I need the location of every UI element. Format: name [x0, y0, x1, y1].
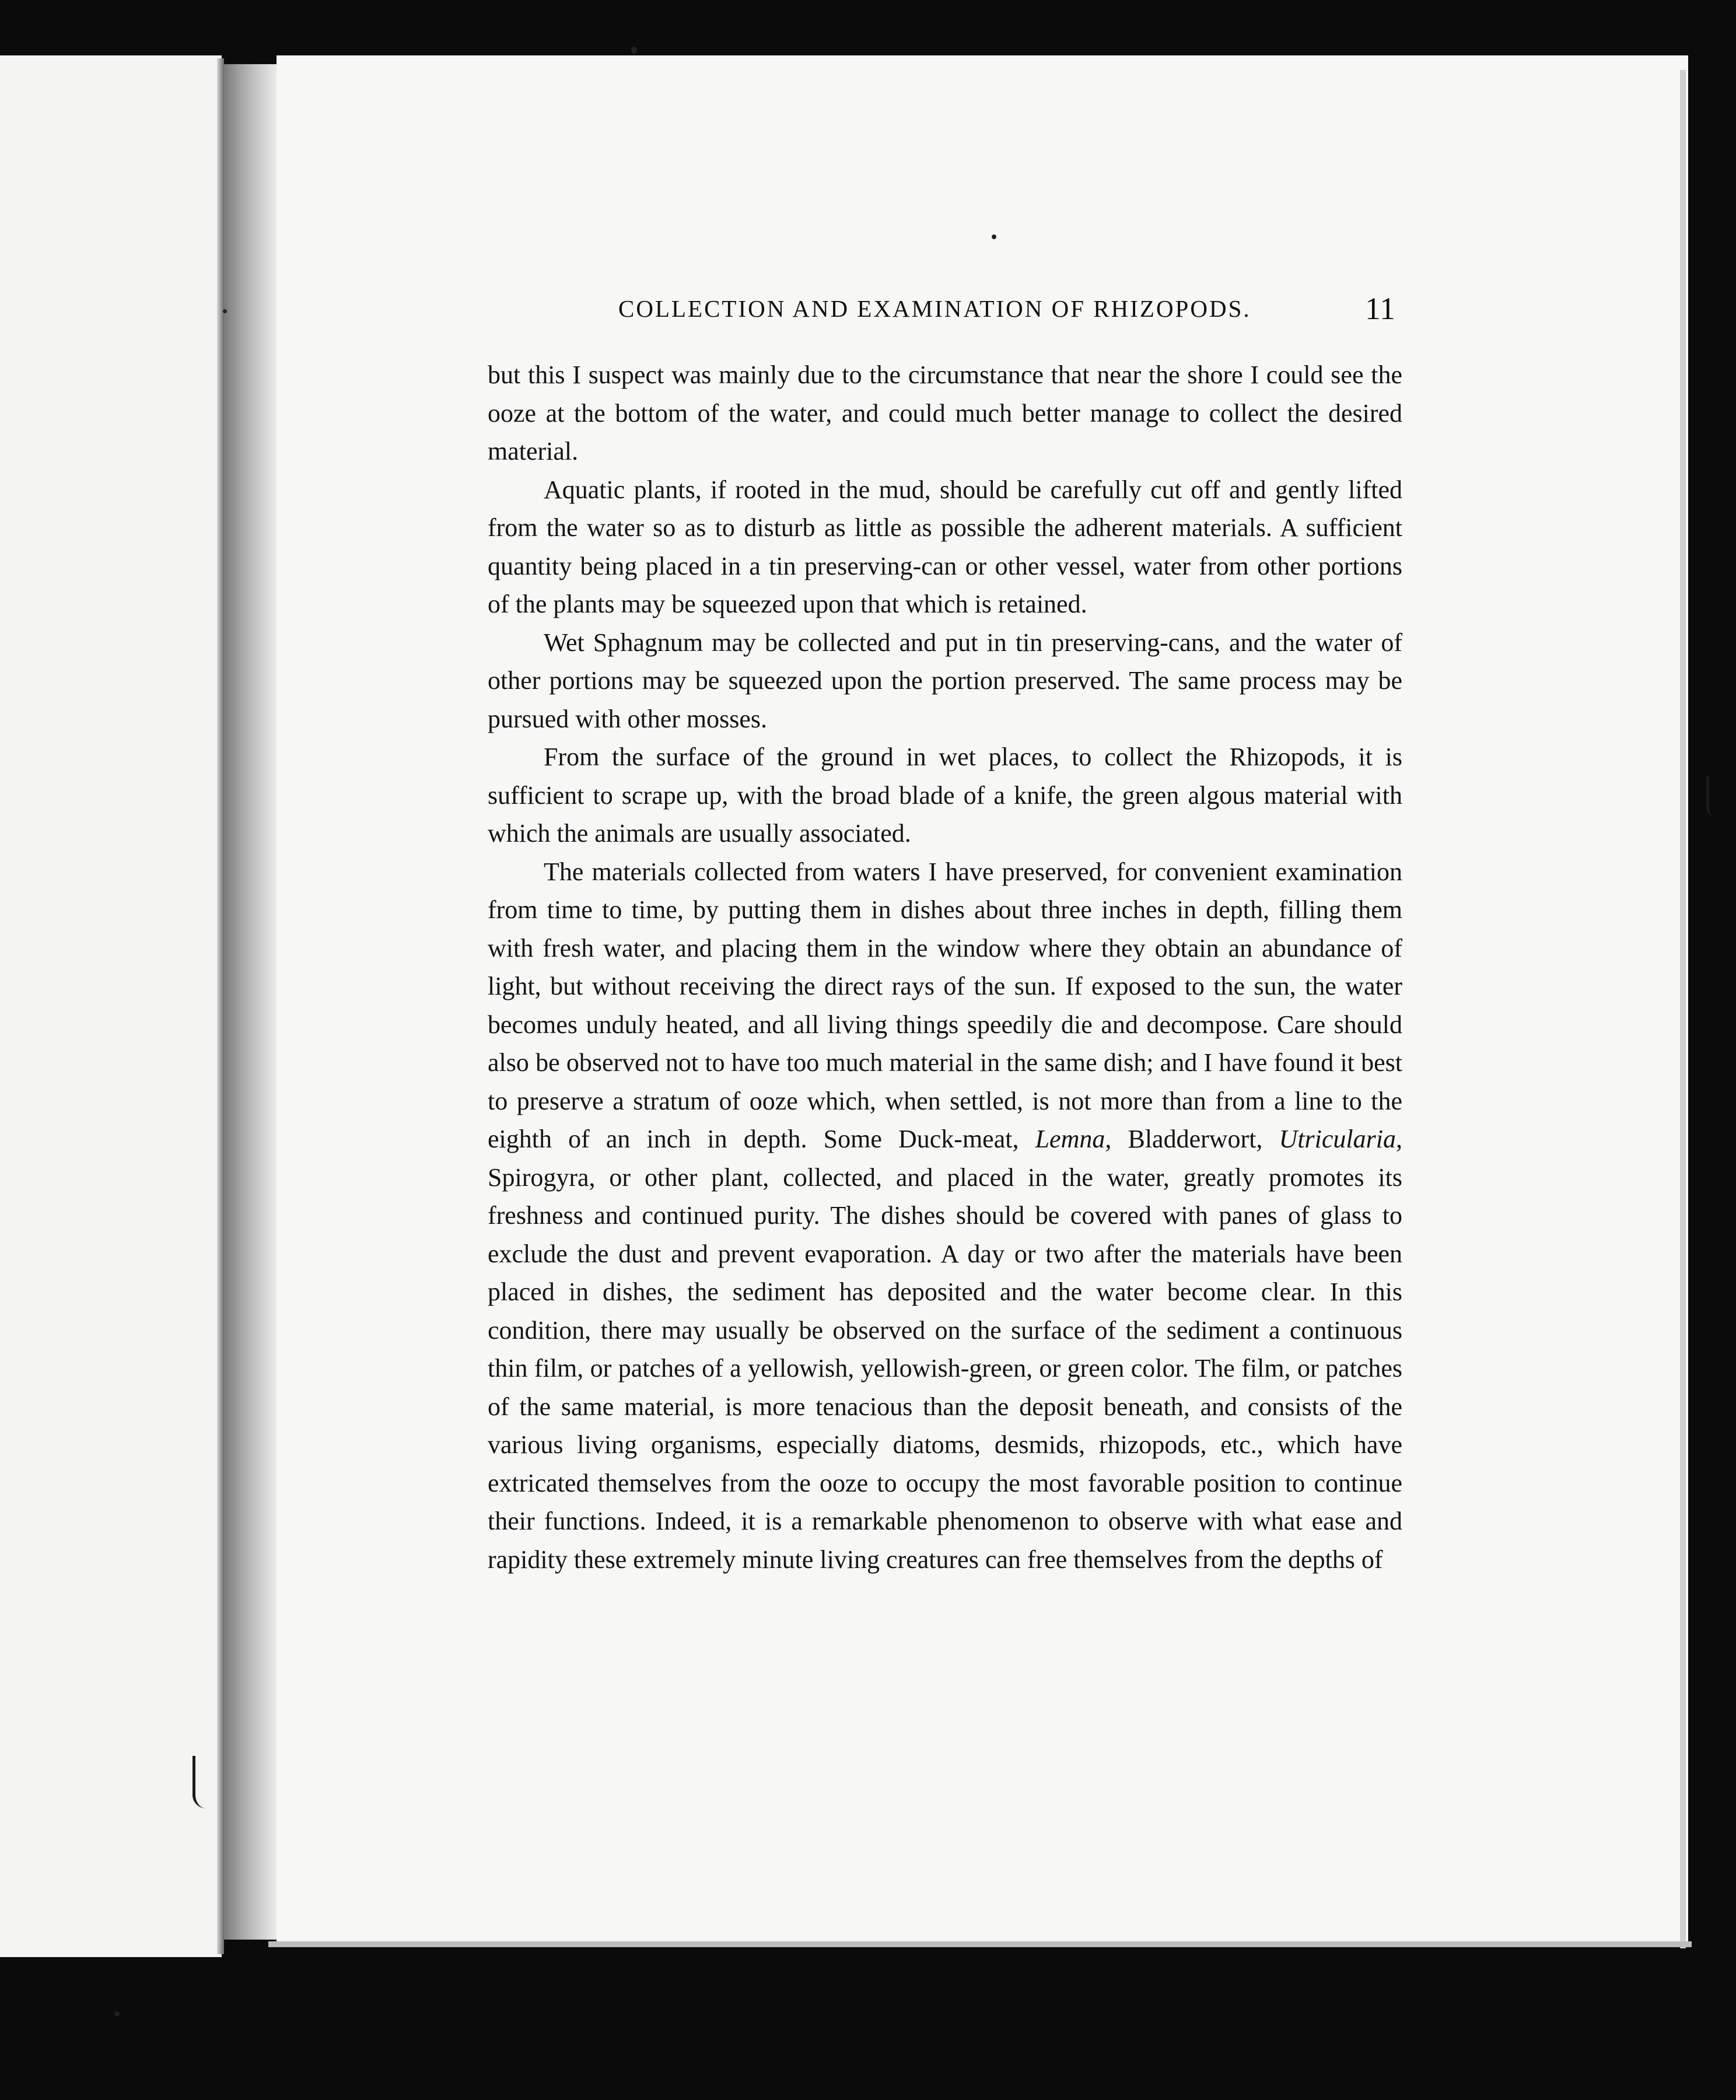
italic-term-lemna: Lemna — [1035, 1125, 1105, 1153]
page-bottom-edge — [268, 1941, 1692, 1947]
running-head: COLLECTION AND EXAMINATION OF RHIZOPODS. — [618, 295, 1251, 322]
page-number: 11 — [1365, 291, 1395, 326]
scan-mark — [192, 1756, 206, 1808]
binding-gutter — [224, 64, 276, 1940]
paragraph: Wet Sphagnum may be collected and put in tin preserving-cans, and the water of other portions may be squeezed upon the portion preserved. The same process may be pursued with other mosses. — [488, 628, 1402, 733]
paragraph: but this I suspect was mainly due to the circumstance that near the shore I could see the ooze at the bottom of the water, and could much better manage to collect the desired material. — [488, 360, 1402, 466]
scan-speck — [992, 235, 996, 239]
facing-page-edge — [0, 55, 222, 1957]
paragraph: From the surface of the ground in wet places, to collect the Rhizopods, it is sufficient to scrape up, with the broad blade of a knife, the green algous material with which the animals are usually associated. — [488, 743, 1402, 848]
paragraph-text: , Bladderwort, — [1105, 1125, 1279, 1153]
paragraph — [488, 853, 1402, 1579]
facing-page-border — [217, 58, 224, 1954]
paragraph-text: , Spirogyra, or other plant, collected, and placed in the water, greatly promotes its freshness and continued purity. The dishes should be covered with panes of glass to exclude the dust and prevent evaporation. A day or two after the materials have been placed in dishes, the sediment has deposited and the water become clear. In this condition, there may usually be observed on the surface of the sediment a continuous thin film, or patches of a yellowish, yellowish-green, or green color. The film, or patches of the same material, is more tenacious than the deposit beneath, and consists of the various living organisms, especially diatoms, desmids, rhizopods, etc., which have extricated themselves from the ooze to occupy the most favorable position to continue their functions. Indeed, it is a remarkable phenomenon to observe with what ease and rapidity these extremely minute living creatures can free themselves from the depths of — [488, 1125, 1402, 1574]
scan-speck — [223, 309, 227, 313]
paragraph-text: The materials collected from waters I have preserved, for convenient examination from time to time, by putting them in dishes about three inches in depth, filling them with fresh water, and placing them in the window where they obtain an abundance of light, but without receiving the direct rays of the sun. If exposed to the sun, the water becomes unduly heated, and all living things speedily die and decompose. Care should also be observed not to have too much material in the same dish; and I have found it best to preserve a stratum of ooze which, when settled, is not more than from a line to the eighth of an inch in depth. Some Duck-meat, — [488, 857, 1402, 1153]
page-right-edge — [1680, 70, 1686, 1948]
body-text — [488, 356, 1402, 1578]
italic-term-utricularia: Utricularia — [1279, 1125, 1396, 1153]
paragraph: Aquatic plants, if rooted in the mud, should be carefully cut off and gently lifted from the water so as to disturb as little as possible the adherent materials. A sufficient quantity being placed in a tin preserving-can or other vessel, water from other portions of the plants may be squeezed upon that which is retained. — [488, 475, 1402, 618]
scan-mark — [1706, 776, 1715, 817]
scan-speck — [631, 47, 637, 54]
scan-speck — [114, 2011, 120, 2017]
